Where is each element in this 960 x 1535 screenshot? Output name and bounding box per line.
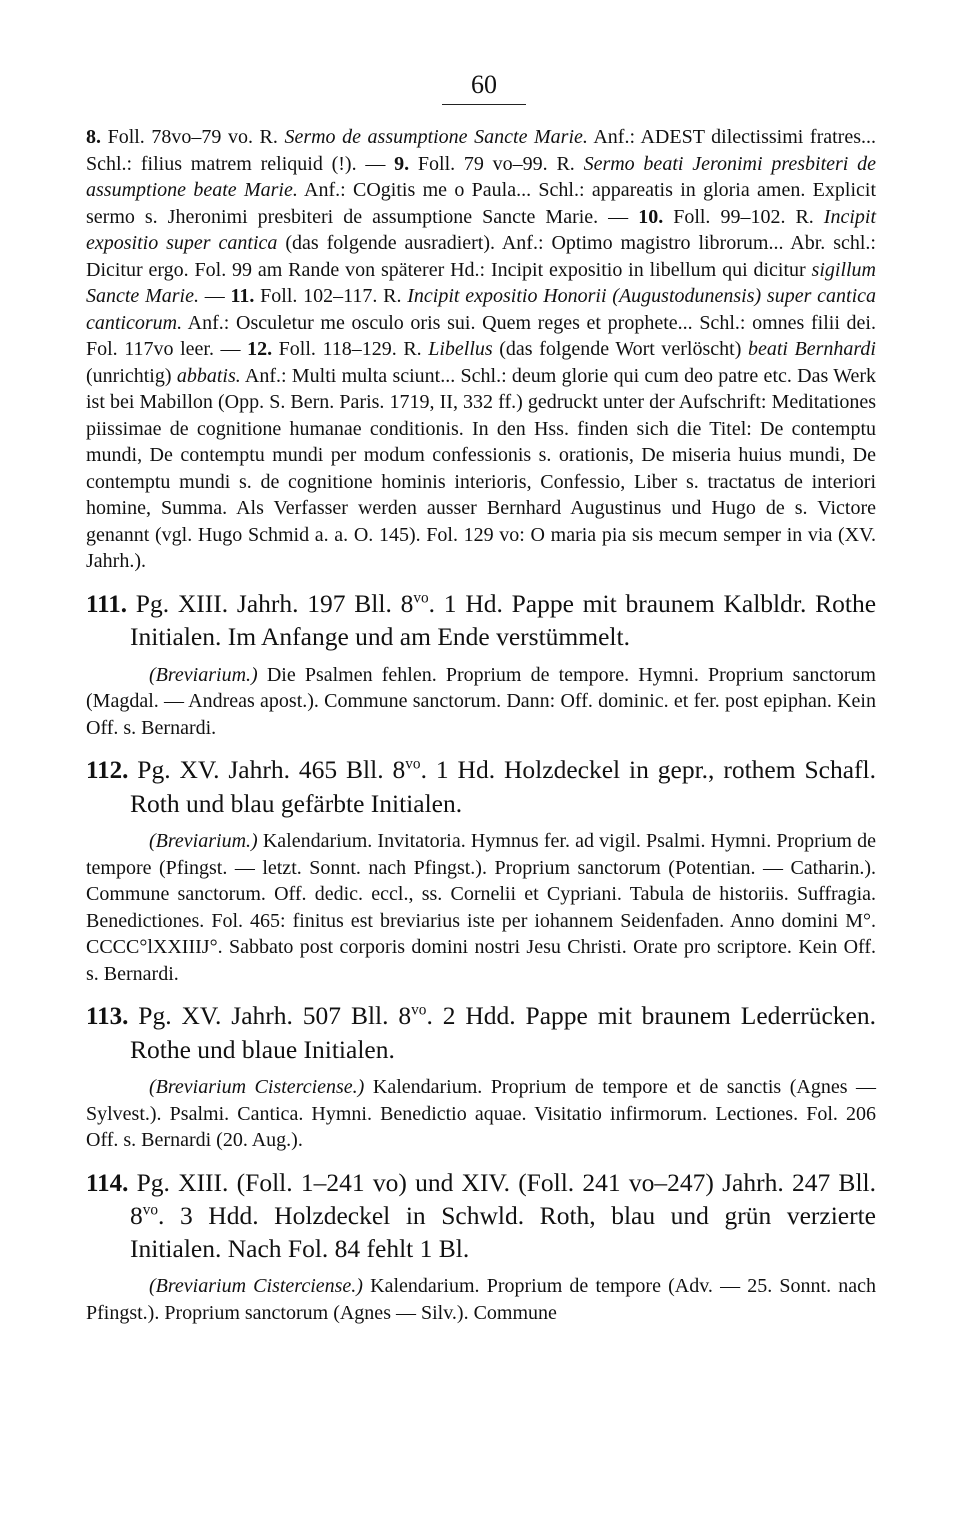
entry-body-114: (Breviarium Cisterciense.) Kalendarium. Proprium de tempore (Adv. — 25. Sonnt. nach Pfingst.). Proprium sanctorum (Agnes — Silv.). Commune xyxy=(86,1275,877,1324)
entry-number: 114. xyxy=(86,1169,129,1197)
page-number-rule xyxy=(442,104,526,105)
entry-heading-113 xyxy=(86,1000,876,1066)
entry-number: 113. xyxy=(86,1003,129,1030)
entry-body-113: (Breviarium Cisterciense.) Kalendarium. Proprium de tempore et de sanctis (Agnes — Sylvest.). Psalmi. Cantica. Hymni. Benedictio aquae. Visitatio infirmorum. Lectiones. Fol. 206 Off. s. Bernardi (20. Aug.). xyxy=(86,1076,877,1151)
entry-heading-114 xyxy=(86,1167,876,1266)
intro-paragraph: 8. Foll. 78vo–79 vo. R. Sermo de assumptione Sancte Marie. Anf.: ADEST dilectissimi fratres... Schl.: filius matrem reliquid (!). — 9. Foll. 79 vo–99. R. Sermo beati Jeronimi presbiteri de assumptione beate Marie. Anf.: COgitis me o Paula... Schl.: appareatis in gloria amen. Explicit sermo s. Jheronimi presbiteri de assumptione Sancte Marie. — 10. Foll. 99–102. R. Incipit expositio super cantica (das folgende ausradiert). Anf.: Optimo magistro librorum... Abr. schl.: Dicitur ergo. Fol. 99 am Rande von späterer Hd.: Incipit expositio in libellum qui dicitur sigillum Sancte Marie. — 11. Foll. 102–117. R. Incipit expositio Honorii (Augustodunensis) super cantica canticorum. Anf.: Osculetur me osculo oris sui. Quem reges et prophete... Schl.: omnes filii dei. Fol. 117vo leer. — 12. Foll. 118–129. R. Libellus (das folgende Wort verlöscht) beati Bernhardi (unrichtig) abbatis. Anf.: Multi multa sciunt... Schl.: deum glorie qui cum deo patre etc. Das Werk ist bei Mabillon (Opp. S. Bern. Paris. 1719, II, 332 ff.) gedruckt unter der Aufschrift: Meditationes piissimae de cognitione humanae conditionis. In den Hss. finden sich die Titel: De contemptu mundi, De contemptu mundi per modum confessionis s. orationis, De miseria huius mundi, De contemptu mundi s. de cognitione hominis interioris, Confessio, Liber s. tractatus de interiori homine, Summa. Als Verfasser werden ausser Bernhard Augustinus und Hugo de s. Victore genannt (vgl. Hugo Schmid a. a. O. 145). Fol. 129 vo: O maria pia sis mecum semper in via (XV. Jahrh.). xyxy=(86,126,877,572)
entry-number: 112. xyxy=(86,757,129,784)
document-body xyxy=(86,124,876,1326)
entry-heading-112 xyxy=(86,754,876,820)
entry-heading-text: Pg. XIII. (Foll. 1–241 vo) und XIV. (Foll. 241 vo–247) Jahrh. 247 Bll. $8^{vo}$. 3 Hdd. Holzdeckel in Schwld. Roth, blau und grün verzierte Initialen. Nach Fol. 84 fehlt 1 Bl. xyxy=(130,1167,876,1263)
entry-heading-text: Pg. XV. Jahrh. 465 Bll. $8^{vo}$. 1 Hd. Holzdeckel in gepr., rothem Schafl. Roth und blau gefärbte Initialen. xyxy=(130,755,877,818)
entry-body-112: (Breviarium.) Kalendarium. Invitatoria. Hymnus fer. ad vigil. Psalmi. Hymni. Proprium de tempore (Pfingst. — letzt. Sonnt. nach Pfingst.). Proprium sanctorum (Potentian. — Catharin.). Commune sanctorum. Off. dedic. eccl., ss. Cornelii et Cypriani. Tabula de historiis. Suffragia. Benedictiones. Fol. 465: finitus est breviarius iste per iohannem Seidenfaden. Anno domini M°. CCCC°lXXIIIJ°. Sabbato post corporis domini nostri Jesu Christi. Orate pro scriptore. Kein Off. s. Bernardi. xyxy=(86,830,876,985)
entry-body-111: (Breviarium.) Die Psalmen fehlen. Proprium de tempore. Hymni. Proprium sanctorum (Magdal. — Andreas apost.). Commune sanctorum. Dann: Off. dominic. et fer. post epiphan. Kein Off. s. Bernardi. xyxy=(86,663,876,739)
entry-heading-text: Pg. XV. Jahrh. 507 Bll. $8^{vo}$. 2 Hdd. Pappe mit braunem Lederrücken. Rothe und blaue Initialen. xyxy=(130,1001,876,1064)
page-number: 60 xyxy=(471,70,497,99)
entry-heading-text: Pg. XIII. Jahrh. 197 Bll. $8^{vo}$. 1 Hd. Pappe mit braunem Kalbldr. Rothe Initialen. Im Anfange und am Ende verstümmelt. xyxy=(130,588,877,651)
entry-number: 111. xyxy=(86,590,127,618)
entry-heading-111 xyxy=(86,588,876,654)
